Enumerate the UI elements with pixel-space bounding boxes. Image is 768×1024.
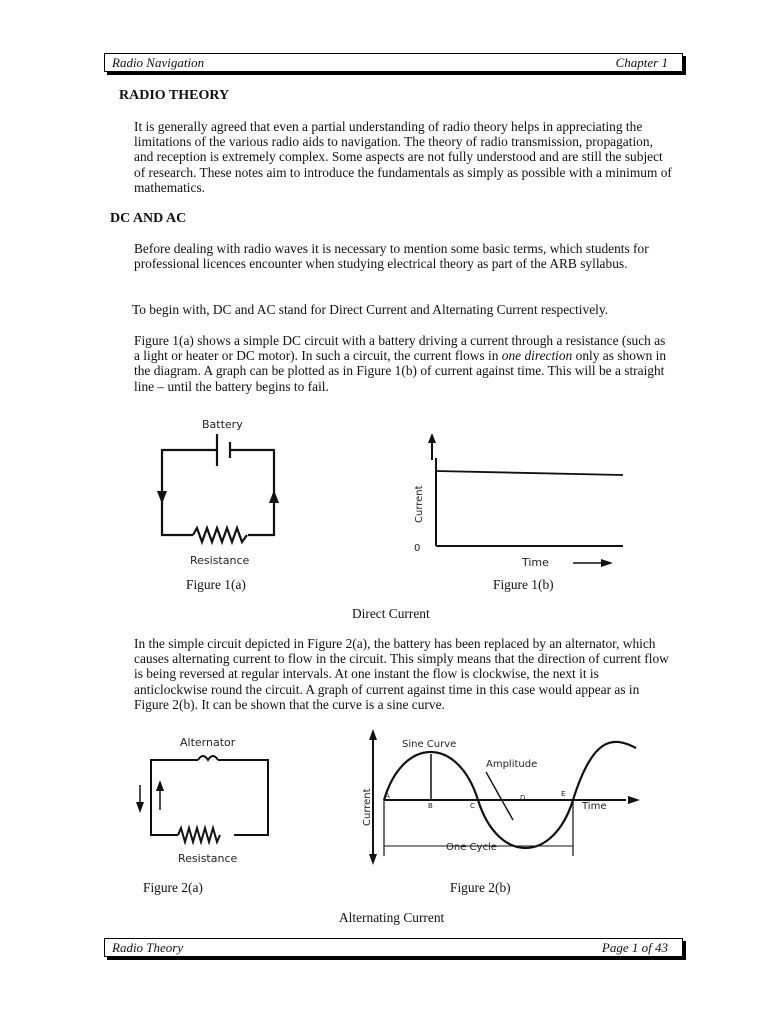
paragraph-dc-ac-definition: To begin with, DC and AC stand for Direct Current and Alternating Current respectively. [132, 302, 609, 317]
y-axis-arrowhead [428, 433, 436, 443]
amplitude-pointer [486, 772, 513, 820]
paragraph-basic-terms: Before dealing with radio waves it is necessary to mention some basic terms, which students for professional licences encounter when studying electrical theory as part of the ARB syllabus. [134, 241, 649, 272]
current-axis-arrow-up [369, 729, 377, 740]
page-footer [104, 938, 683, 957]
current-arrow-up [156, 780, 164, 791]
one-cycle-label: One Cycle [446, 842, 497, 853]
wire-left [151, 760, 198, 835]
resistance-label: Resistance [178, 852, 238, 865]
origin-label: 0 [414, 543, 421, 554]
point-a-label: A [385, 792, 390, 800]
figure-1b-dc-graph [405, 430, 630, 572]
header-chapter-title: Radio Navigation [112, 55, 205, 70]
wire-left [162, 450, 217, 535]
figure-2-title: Alternating Current [339, 910, 445, 925]
figure-1a-caption: Figure 1(a) [186, 577, 246, 592]
current-axis-arrow-down [369, 854, 377, 865]
figure-1a-dc-circuit [150, 412, 300, 572]
time-axis-label: Time [582, 801, 607, 812]
time-axis-label: Time [522, 556, 549, 569]
resistance-label: Resistance [190, 554, 250, 567]
figure-2b-ac-graph [358, 728, 648, 878]
footer-section-title: Radio Theory [112, 940, 184, 955]
time-axis-arrowhead [628, 796, 640, 804]
header-chapter-number: Chapter 1 [615, 55, 668, 70]
figure-2a-caption: Figure 2(a) [143, 880, 203, 895]
alternator-symbol [198, 756, 218, 760]
dc-current-line [436, 471, 623, 475]
amplitude-label: Amplitude [486, 759, 538, 770]
current-axis-label: Current [414, 485, 425, 523]
figure-2b-caption: Figure 2(b) [450, 880, 511, 895]
wire-right [218, 760, 268, 835]
current-axis-label: Current [362, 788, 373, 826]
current-arrow-down [136, 802, 144, 813]
point-d-label: D [520, 794, 526, 802]
paragraph-radio-theory-intro: It is generally agreed that even a partial understanding of radio theory helps in appreciating the limitations of the various radio aids to navigation. The theory of radio transmission, propagation, and reception is extremely complex. Some aspects are not fully understood and are still the subject of research. These notes aim to introduce the fundamentals as simply as possible with a minimum of mathematics. [134, 119, 672, 195]
section-heading-radio-theory: RADIO THEORY [119, 88, 230, 103]
sine-curve [384, 742, 636, 848]
figure-2a-ac-circuit [133, 730, 283, 870]
dc-text-1: Figure 1(a) shows a simple DC circuit with a battery driving a current through a resistance (such as a light or heater or DC motor). In such a circuit, the current flows in [134, 333, 666, 364]
resistor-zigzag [178, 828, 220, 842]
paragraph-dc-circuit [134, 333, 674, 394]
dc-text-2: only as shown in the diagram. A graph can be plotted as in Figure 1(b) of current against time. This will be a straight line – until the battery begins to fail. [134, 348, 667, 394]
footer-page-number: Page 1 of 43 [601, 940, 668, 955]
point-b-label: B [428, 802, 433, 810]
section-heading-dc-ac: DC AND AC [110, 211, 187, 226]
point-c-label: C [470, 802, 475, 810]
time-arrowhead [601, 559, 613, 567]
alternator-label: Alternator [180, 736, 236, 749]
wire-right [230, 450, 274, 535]
paragraph-ac-circuit: In the simple circuit depicted in Figure 2(a), the battery has been replaced by an alternator, which causes alternating current to flow in the circuit. This simply means that the direction of current flow is being reversed at regular intervals. At one instant the flow is clockwise, the next it is anticlockwise round the circuit. A graph of current against time in this case would appear as in Figure 2(b). It can be shown that the curve is a sine curve. [134, 636, 669, 712]
battery-label: Battery [202, 418, 243, 431]
resistor-zigzag [193, 528, 247, 542]
page-header [104, 53, 683, 72]
dc-emphasis: one direction [501, 348, 573, 364]
sine-curve-label: Sine Curve [402, 739, 457, 750]
point-e-label: E [561, 790, 566, 798]
current-arrow-down [157, 491, 167, 504]
figure-1b-caption: Figure 1(b) [493, 577, 554, 592]
figure-1-title: Direct Current [352, 606, 430, 621]
current-arrow-up [269, 490, 279, 503]
